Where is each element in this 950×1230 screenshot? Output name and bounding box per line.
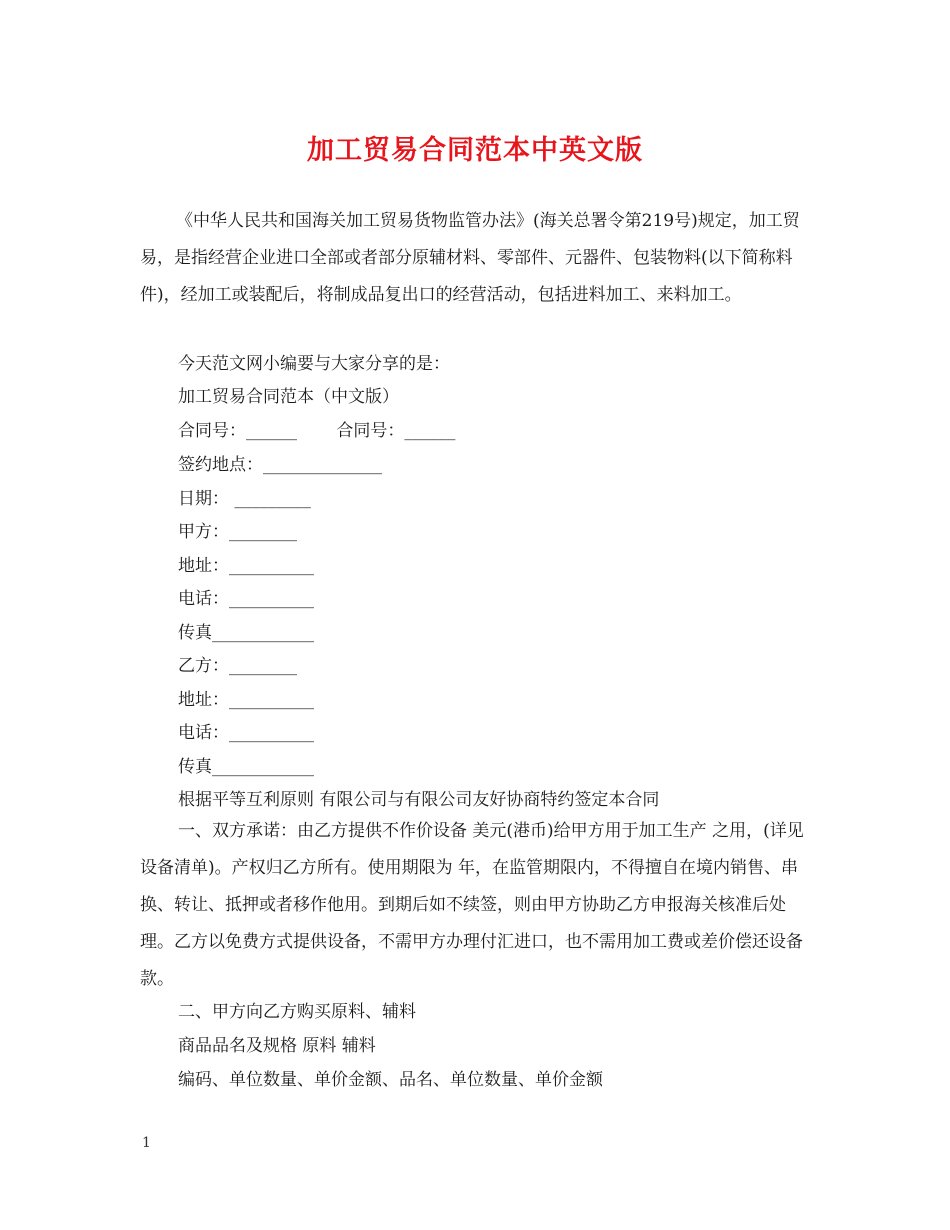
intro-paragraph: 《中华人民共和国海关加工贸易货物监管办法》(海关总署令第219号)规定，加工贸易，是指经营企业进口全部或者部分原辅材料、零部件、元器件、包装物料(以下简称料件)，经加工或装配后，将制成品复出口的经营活动，包括进料加工、来料加工。: [140, 211, 800, 305]
goods-line: 商品品名及规格 原料 辅料: [178, 1036, 376, 1056]
share-line: 今天范文网小编要与大家分享的是：: [178, 354, 450, 374]
address-b-line: 地址：__________: [178, 690, 314, 710]
phone-a-line: 电话：__________: [178, 589, 314, 609]
sign-place-line: 签约地点：______________: [178, 455, 382, 475]
fax-b-line: 传真____________: [178, 757, 314, 777]
address-a-line: 地址：__________: [178, 556, 314, 576]
basis-line: 根据平等互利原则 有限公司与有限公司友好协商特约签定本合同: [178, 790, 660, 810]
date-line: 日期： _________: [178, 489, 311, 509]
document-title: 加工贸易合同范本中英文版: [307, 135, 643, 166]
clause-two: 二、甲方向乙方购买原料、辅料: [178, 1002, 416, 1022]
contract-number-line: 合同号：______ 合同号：______: [178, 421, 456, 441]
party-a-line: 甲方：________: [178, 522, 297, 542]
fax-a-line: 传真____________: [178, 623, 314, 643]
party-b-line: 乙方：________: [178, 656, 297, 676]
page-number: 1: [142, 1135, 151, 1151]
clause-one: 一、双方承诺：由乙方提供不作价设备 美元(港币)给甲方用于加工生产 之用，(详见设备清单)。产权归乙方所有。使用期限为 年，在监管期限内，不得擅自在境内销售、串换、转让、抵押或者移作他用。到期后如不续签，则由甲方协助乙方申报海关核准后处理。乙方以免费方式提供设备，不需甲方办理付汇进口，也不需用加工费或差价偿还设备款。: [140, 821, 804, 989]
phone-b-line: 电话：__________: [178, 723, 314, 743]
columns-line: 编码、单位数量、单价金额、品名、单位数量、单价金额: [178, 1070, 603, 1090]
subtitle-line: 加工贸易合同范本（中文版）: [178, 387, 399, 407]
